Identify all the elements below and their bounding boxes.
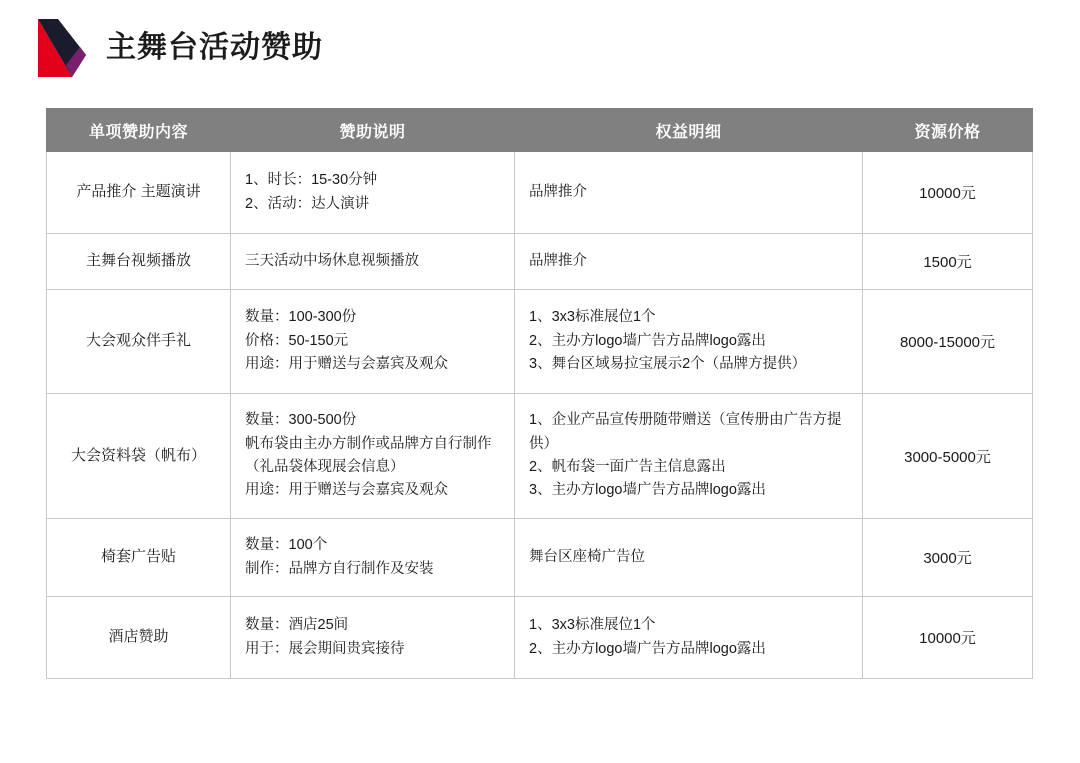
sponsorship-table (46, 108, 1033, 679)
cell-description (231, 597, 515, 679)
cell-benefit (515, 519, 863, 597)
desc-line: 帆布袋由主办方制作或品牌方自行制作（礼品袋体现展会信息） (245, 435, 492, 475)
cell-item: 椅套广告贴 (47, 519, 231, 597)
benefit-line: 3、舞台区域易拉宝展示2个（品牌方提供） (529, 356, 807, 373)
cell-item: 主舞台视频播放 (47, 234, 231, 290)
cell-item: 大会资料袋（帆布） (47, 394, 231, 519)
cell-benefit (515, 394, 863, 519)
cell-benefit (515, 234, 863, 290)
column-header-price: 资源价格 (863, 109, 1033, 152)
column-header-benefit: 权益明细 (515, 109, 863, 152)
cell-price: 1500元 (863, 234, 1033, 290)
cell-description (231, 519, 515, 597)
cell-benefit (515, 152, 863, 234)
cell-price: 3000-5000元 (863, 394, 1033, 519)
page-title: 主舞台活动赞助 (106, 31, 323, 64)
desc-line: 用途：用于赠送与会嘉宾及观众 (245, 482, 448, 499)
cell-benefit (515, 290, 863, 394)
table-row (47, 519, 1033, 597)
cell-price: 10000元 (863, 152, 1033, 234)
desc-line: 三天活动中场休息视频播放 (245, 252, 419, 269)
table-row (47, 394, 1033, 519)
table-header-row (47, 109, 1033, 152)
benefit-line: 2、帆布袋一面广告主信息露出 (529, 459, 726, 475)
benefit-line: 2、主办方logo墙广告方品牌logo露出 (529, 332, 766, 349)
benefit-line: 舞台区座椅广告位 (529, 548, 645, 565)
benefit-line: 1、企业产品宣传册随带赠送（宣传册由广告方提供） (529, 412, 842, 452)
desc-line: 数量：100-300份 (245, 309, 357, 326)
benefit-line: 2、主办方logo墙广告方品牌logo露出 (529, 640, 766, 657)
desc-line: 2、活动：达人演讲 (245, 195, 370, 212)
desc-line: 1、时长：15-30分钟 (245, 172, 378, 189)
cell-description (231, 394, 515, 519)
desc-line: 用途：用于赠送与会嘉宾及观众 (245, 356, 448, 373)
cell-description (231, 290, 515, 394)
cell-price: 8000-15000元 (863, 290, 1033, 394)
cell-description (231, 152, 515, 234)
slide-header (36, 18, 323, 78)
cell-price: 3000元 (863, 519, 1033, 597)
cell-price: 10000元 (863, 597, 1033, 679)
desc-line: 数量：100个 (245, 537, 328, 554)
cell-item: 产品推介 主题演讲 (47, 152, 231, 234)
benefit-line: 品牌推介 (529, 252, 587, 269)
desc-line: 数量：酒店25间 (245, 617, 349, 634)
column-header-item: 单项赞助内容 (47, 109, 231, 152)
benefit-line: 1、3x3标准展位1个 (529, 617, 656, 634)
table-row (47, 234, 1033, 290)
desc-line: 用于：展会期间贵宾接待 (245, 640, 405, 657)
cell-item: 酒店赞助 (47, 597, 231, 679)
cell-item: 大会观众伴手礼 (47, 290, 231, 394)
benefit-line: 1、3x3标准展位1个 (529, 309, 656, 326)
desc-line: 数量：300-500份 (245, 412, 357, 429)
desc-line: 制作：品牌方自行制作及安装 (245, 560, 434, 577)
table-row (47, 152, 1033, 234)
desc-line: 价格：50-150元 (245, 332, 349, 349)
column-header-description: 赞助说明 (231, 109, 515, 152)
benefit-line: 3、主办方logo墙广告方品牌logo露出 (529, 482, 766, 499)
brand-arrow-logo-icon (36, 17, 88, 79)
sponsorship-table-container (46, 108, 1032, 679)
benefit-line: 品牌推介 (529, 183, 587, 200)
table-row (47, 290, 1033, 394)
table-row (47, 597, 1033, 679)
cell-benefit (515, 597, 863, 679)
cell-description (231, 234, 515, 290)
